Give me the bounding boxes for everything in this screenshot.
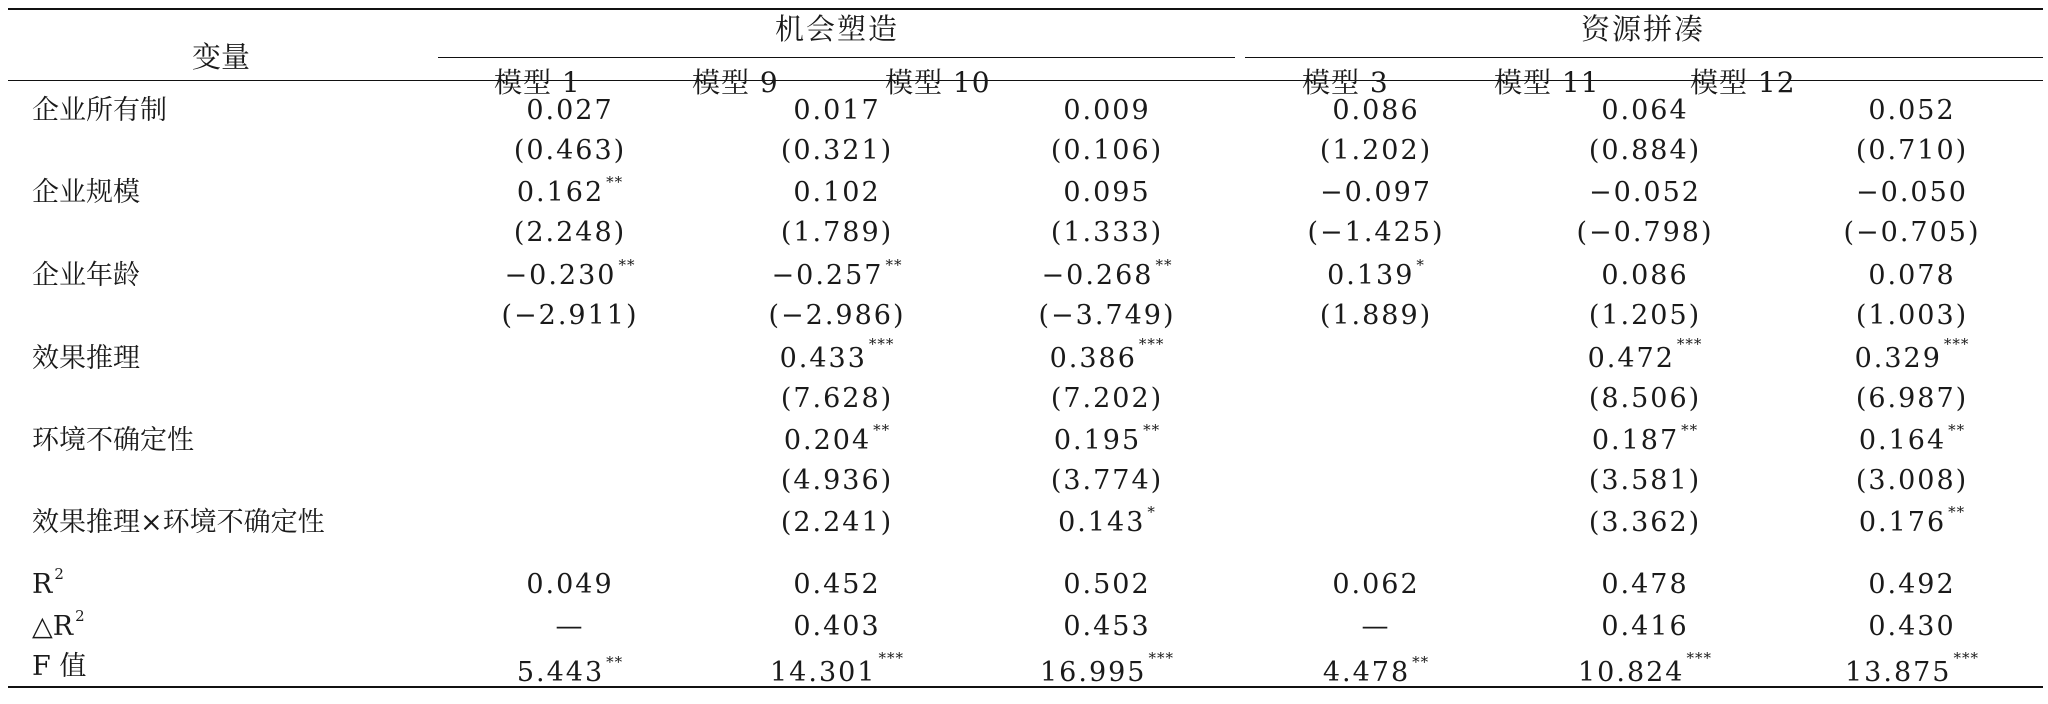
coef-cell: 0.195 ** <box>1053 421 1161 456</box>
coef-cell: (2.241) <box>780 507 894 538</box>
model-header: 模型 3 <box>1302 66 1389 99</box>
r2-cell: 0.502 <box>1063 569 1151 600</box>
row-label: 效果推理 <box>32 343 140 374</box>
group-rule-opportunity <box>438 57 1235 58</box>
row-label: 企业所有制 <box>32 95 167 126</box>
group-header-resource: 资源拼凑 <box>1580 12 1706 46</box>
coef-cell: 0.187 ** <box>1591 421 1699 456</box>
coef-cell: 0.162 ** <box>516 173 624 208</box>
coef-cell: 0.143 * <box>1058 503 1156 538</box>
delta-r2-cell: 0.416 <box>1601 611 1689 642</box>
t-value-cell: (0.321) <box>780 135 894 166</box>
model-header: 模型 12 <box>1690 66 1796 99</box>
delta-r2-cell: 0.403 <box>793 611 881 642</box>
t-value-cell: (3.774) <box>1050 465 1164 496</box>
model-header: 模型 1 <box>494 66 581 99</box>
t-value-cell: (2.248) <box>513 217 627 248</box>
model-header: 模型 11 <box>1494 66 1600 99</box>
model-header: 模型 10 <box>885 66 991 99</box>
t-value-cell: (0.106) <box>1050 135 1164 166</box>
r2-label: R $^2$ <box>32 565 65 600</box>
f-cell: 14.301 *** <box>770 649 904 688</box>
t-value-cell: (4.936) <box>780 465 894 496</box>
coef-cell: 0.064 <box>1601 95 1689 126</box>
coef-cell: 0.386 *** <box>1049 335 1165 374</box>
delta-r2-cell: 0.453 <box>1063 611 1151 642</box>
delta-r2-cell: — <box>555 611 585 642</box>
coef-cell: 0.086 <box>1601 260 1689 291</box>
t-value-cell: (−3.749) <box>1038 300 1176 331</box>
coef-cell: 0.095 <box>1063 177 1151 208</box>
t-value-cell: (8.506) <box>1588 383 1702 414</box>
f-cell: 13.875 *** <box>1845 649 1979 688</box>
row-label: 企业规模 <box>32 177 140 208</box>
row-label: 环境不确定性 <box>32 425 194 456</box>
coef-cell: 0.078 <box>1868 260 1956 291</box>
f-cell: 4.478 ** <box>1322 653 1430 688</box>
t-value-cell: (1.789) <box>780 217 894 248</box>
coef-cell: 0.176 ** <box>1858 503 1966 538</box>
coef-cell: 0.017 <box>793 95 881 126</box>
bottom-rule <box>8 686 2043 688</box>
t-value-cell: (3.008) <box>1855 465 1969 496</box>
coef-cell: 0.027 <box>526 95 614 126</box>
coef-cell: 0.052 <box>1868 95 1956 126</box>
delta-r2-label: △R $^2$ <box>32 607 86 642</box>
t-value-cell: (6.987) <box>1855 383 1969 414</box>
f-label: F 值 <box>32 651 87 682</box>
t-value-cell: (1.003) <box>1855 300 1969 331</box>
coef-cell: −0.050 <box>1856 177 1968 208</box>
coef-cell: (3.362) <box>1588 507 1702 538</box>
t-value-cell: (−1.425) <box>1307 217 1445 248</box>
r2-cell: 0.478 <box>1601 569 1689 600</box>
r2-cell: 0.452 <box>793 569 881 600</box>
model-header: 模型 9 <box>692 66 779 99</box>
t-value-cell: (0.463) <box>513 135 627 166</box>
t-value-cell: (1.205) <box>1588 300 1702 331</box>
delta-r2-cell: 0.430 <box>1868 611 1956 642</box>
t-value-cell: (−0.705) <box>1843 217 1981 248</box>
f-cell: 16.995 *** <box>1040 649 1174 688</box>
t-value-cell: (0.884) <box>1588 135 1702 166</box>
coef-cell: 0.472 *** <box>1587 335 1703 374</box>
group-header-opportunity: 机会塑造 <box>774 12 900 46</box>
coef-cell: 0.204 ** <box>783 421 891 456</box>
t-value-cell: (−2.911) <box>501 300 639 331</box>
coef-cell: 0.139 * <box>1327 256 1425 291</box>
r2-cell: 0.049 <box>526 569 614 600</box>
t-value-cell: (3.581) <box>1588 465 1702 496</box>
t-value-cell: (7.628) <box>780 383 894 414</box>
coef-cell: −0.268 ** <box>1041 256 1173 291</box>
t-value-cell: (1.333) <box>1050 217 1164 248</box>
top-rule <box>8 8 2043 10</box>
row-label: 企业年龄 <box>32 260 140 291</box>
f-cell: 5.443 ** <box>516 653 624 688</box>
coef-cell: 0.433 *** <box>779 335 895 374</box>
t-value-cell: (0.710) <box>1855 135 1969 166</box>
coef-cell: −0.230 ** <box>504 256 636 291</box>
variable-header: 变量 <box>192 40 251 74</box>
delta-r2-cell: — <box>1361 611 1391 642</box>
row-label: 效果推理×环境不确定性 <box>32 507 325 538</box>
coef-cell: −0.097 <box>1320 177 1432 208</box>
t-value-cell: (−2.986) <box>768 300 906 331</box>
f-cell: 10.824 *** <box>1578 649 1712 688</box>
coef-cell: 0.086 <box>1332 95 1420 126</box>
group-rule-resource <box>1245 57 2043 58</box>
t-value-cell: (−0.798) <box>1576 217 1714 248</box>
coef-cell: −0.052 <box>1589 177 1701 208</box>
coef-cell: −0.257 ** <box>771 256 903 291</box>
coef-cell: 0.102 <box>793 177 881 208</box>
coef-cell: 0.009 <box>1063 95 1151 126</box>
r2-cell: 0.062 <box>1332 569 1420 600</box>
coef-cell: 0.164 ** <box>1858 421 1966 456</box>
r2-cell: 0.492 <box>1868 569 1956 600</box>
t-value-cell: (1.889) <box>1319 300 1433 331</box>
t-value-cell: (7.202) <box>1050 383 1164 414</box>
t-value-cell: (1.202) <box>1319 135 1433 166</box>
coef-cell: 0.329 *** <box>1854 335 1970 374</box>
